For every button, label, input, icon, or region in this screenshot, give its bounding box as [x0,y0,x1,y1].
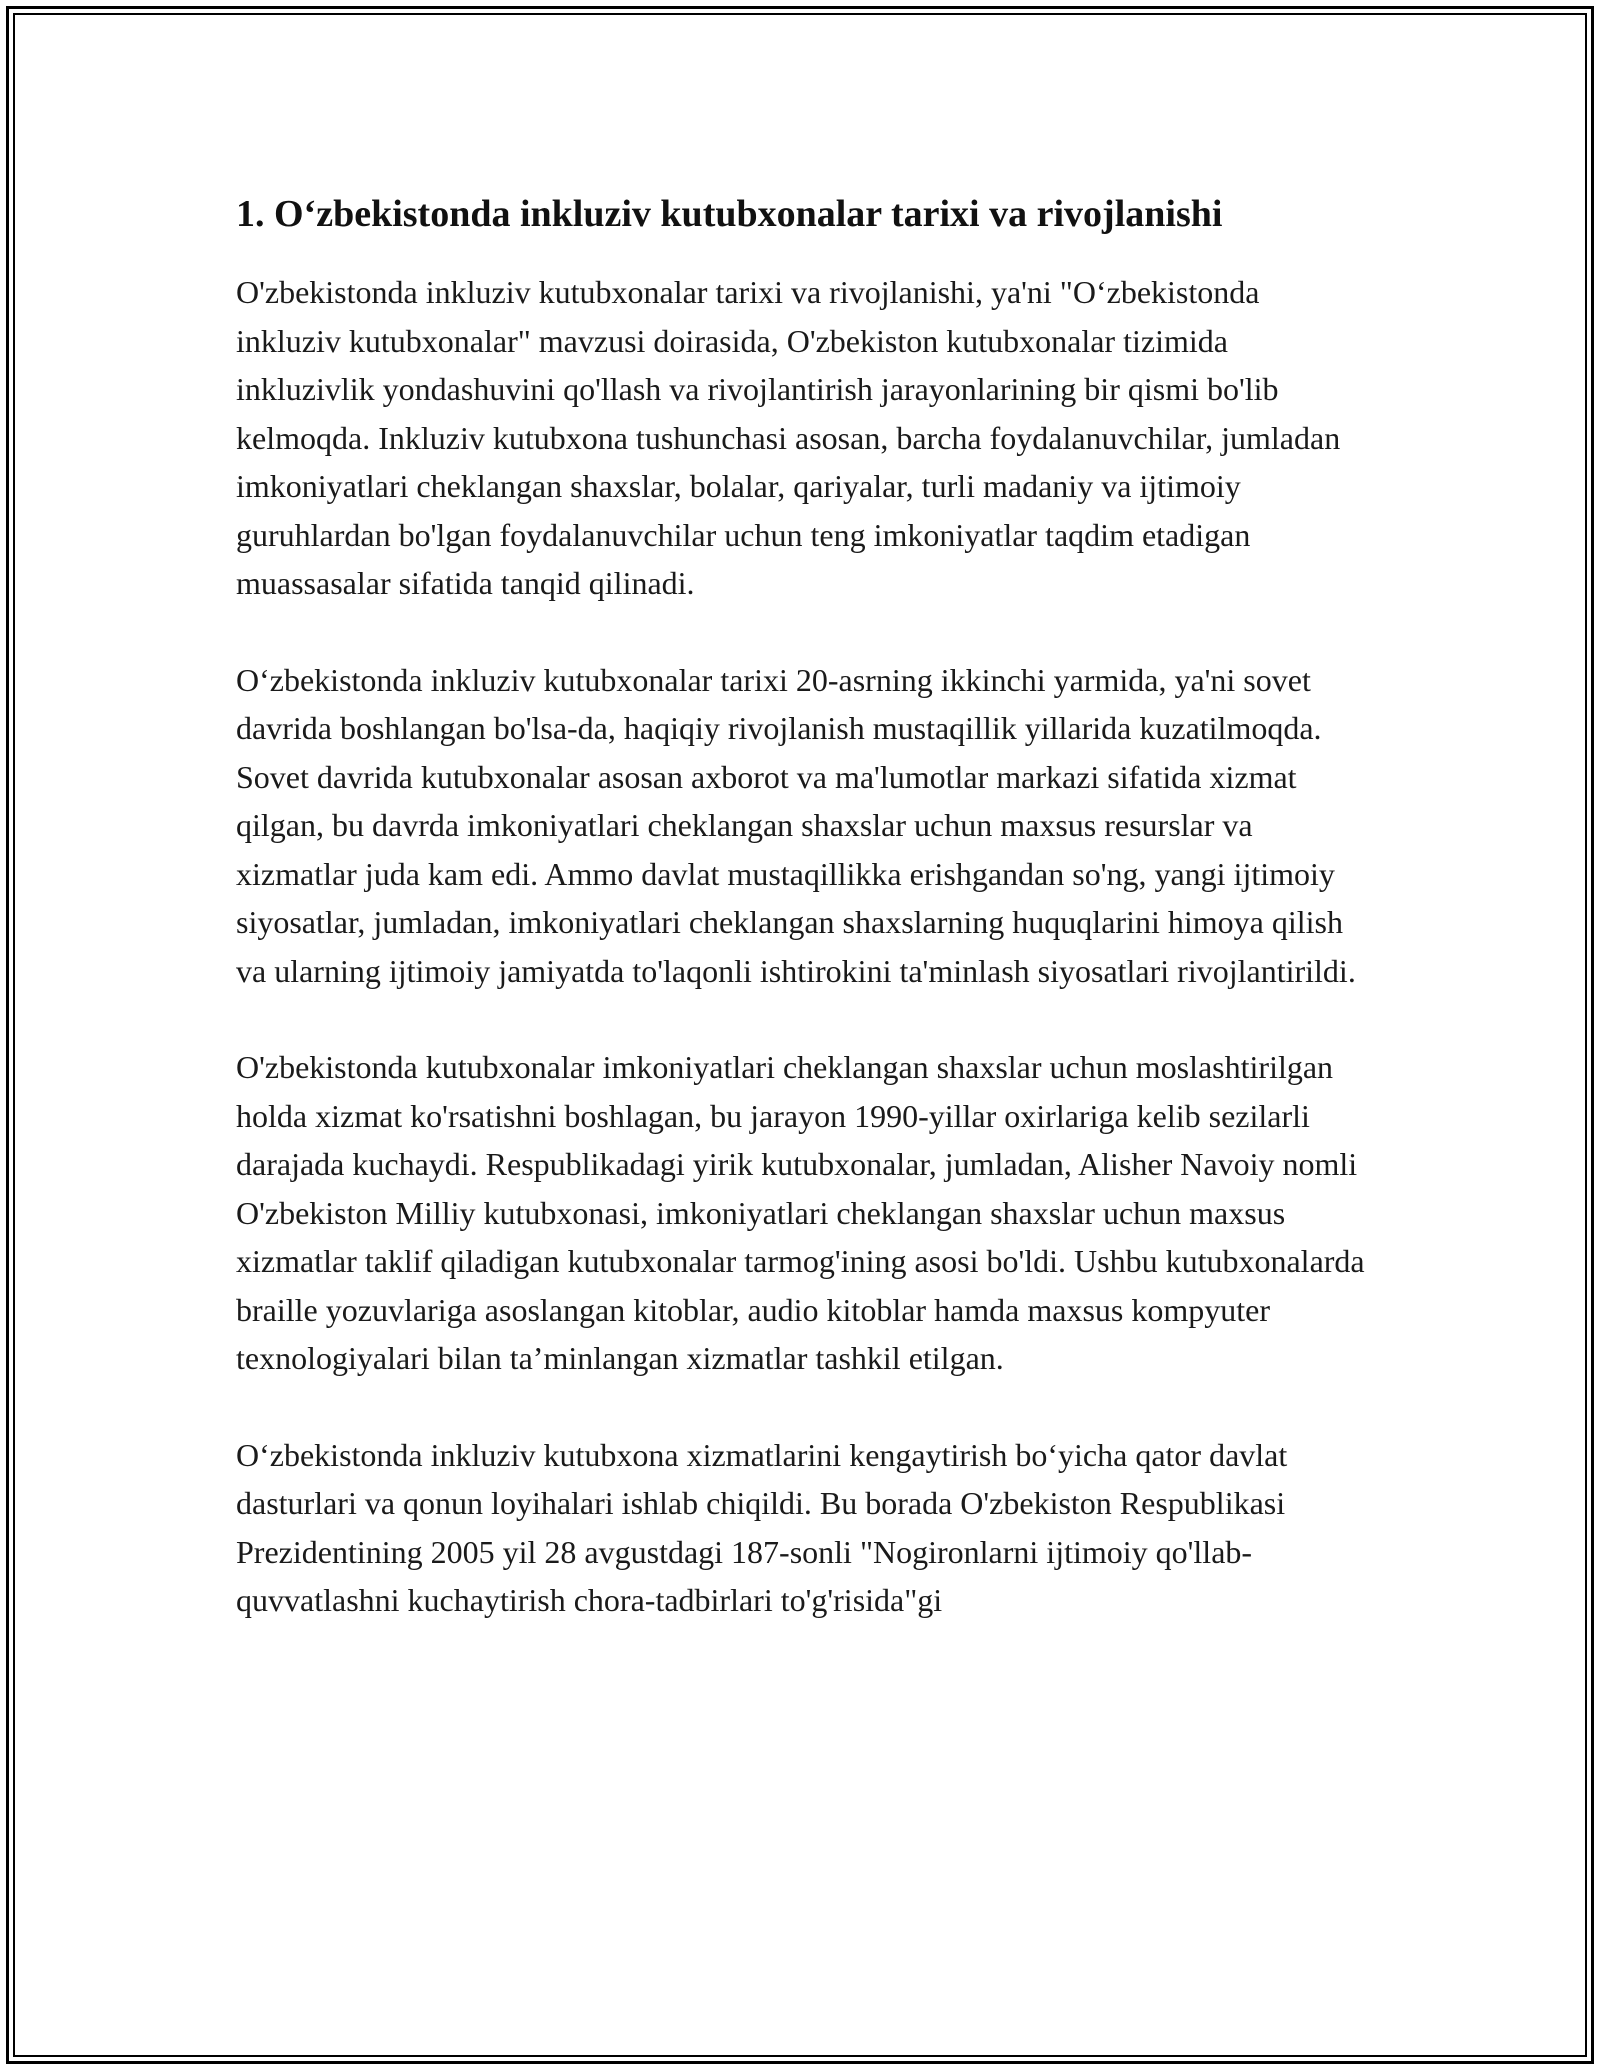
paragraph-2: Oʻzbekistonda inkluziv kutubxonalar tarixi 20-asrning ikkinchi yarmida, ya'ni sovet davrida boshlangan bo'lsa-da, haqiqiy rivojlanish mustaqillik yillarida kuzatilmoqda. Sovet davrida kutubxonalar asosan axborot va ma'lumotlar markazi sifatida xizmat qilgan, bu davrda imkoniyatlari cheklangan shaxslar uchun maxsus resurslar va xizmatlar juda kam edi. Ammo davlat mustaqillikka erishgandan so'ng, yangi ijtimoiy siyosatlar, jumladan, imkoniyatlari cheklangan shaxslarning huquqlarini himoya qilish va ularning ijtimoiy jamiyatda to'laqonli ishtirokini ta'minlash siyosatlari rivojlantirildi. [236,661,1356,989]
paragraph-4: Oʻzbekistonda inkluziv kutubxona xizmatlarini kengaytirish boʻyicha qator davlat dasturlari va qonun loyihalari ishlab chiqildi. Bu borada O'zbekiston Respublikasi Prezidentining 2005 yil 28 avgustdagi 187-sonli "Nogironlarni ijtimoiy qo'llab-quvvatlashni kuchaytirish chora-tadbirlari to'g'risida"gi [236,1436,1288,1618]
document-body [236,186,1366,1673]
paragraph-1: O'zbekistonda inkluziv kutubxonalar tarixi va rivojlanishi, ya'ni "Oʻzbekistonda inkluziv kutubxonalar" mavzusi doirasida, O'zbekiston kutubxonalar tizimida inkluzivlik yondashuvini qo'llash va rivojlantirish jarayonlarining bir qismi bo'lib kelmoqda. Inkluziv kutubxona tushunchasi asosan, barcha foydalanuvchilar, jumladan imkoniyatlari cheklangan shaxslar, bolalar, qariyalar, turli madaniy va ijtimoiy guruhlardan bo'lgan foydalanuvchilar uchun teng imkoniyatlar taqdim etadigan muassasalar sifatida tanqid qilinadi. [236,274,1341,601]
paragraph-3: O'zbekistonda kutubxonalar imkoniyatlari cheklangan shaxslar uchun moslashtirilgan holda xizmat ko'rsatishni boshlagan, bu jarayon 1990-yillar oxirlariga kelib sezilarli darajada kuchaydi. Respublikadagi yirik kutubxonalar, jumladan, Alisher Navoiy nomli O'zbekiston Milliy kutubxonasi, imkoniyatlari cheklangan shaxslar uchun maxsus xizmatlar taklif qiladigan kutubxonalar tarmog'ining asosi bo'ldi. Ushbu kutubxonalarda braille yozuvlariga asoslangan kitoblar, audio kitoblar hamda maxsus kompyuter texnologiyalari bilan ta’minlangan xizmatlar tashkil etilgan. [236,1049,1365,1376]
section-heading: 1. Oʻzbekistonda inkluziv kutubxonalar tarixi va rivojlanishi [236,193,1223,235]
